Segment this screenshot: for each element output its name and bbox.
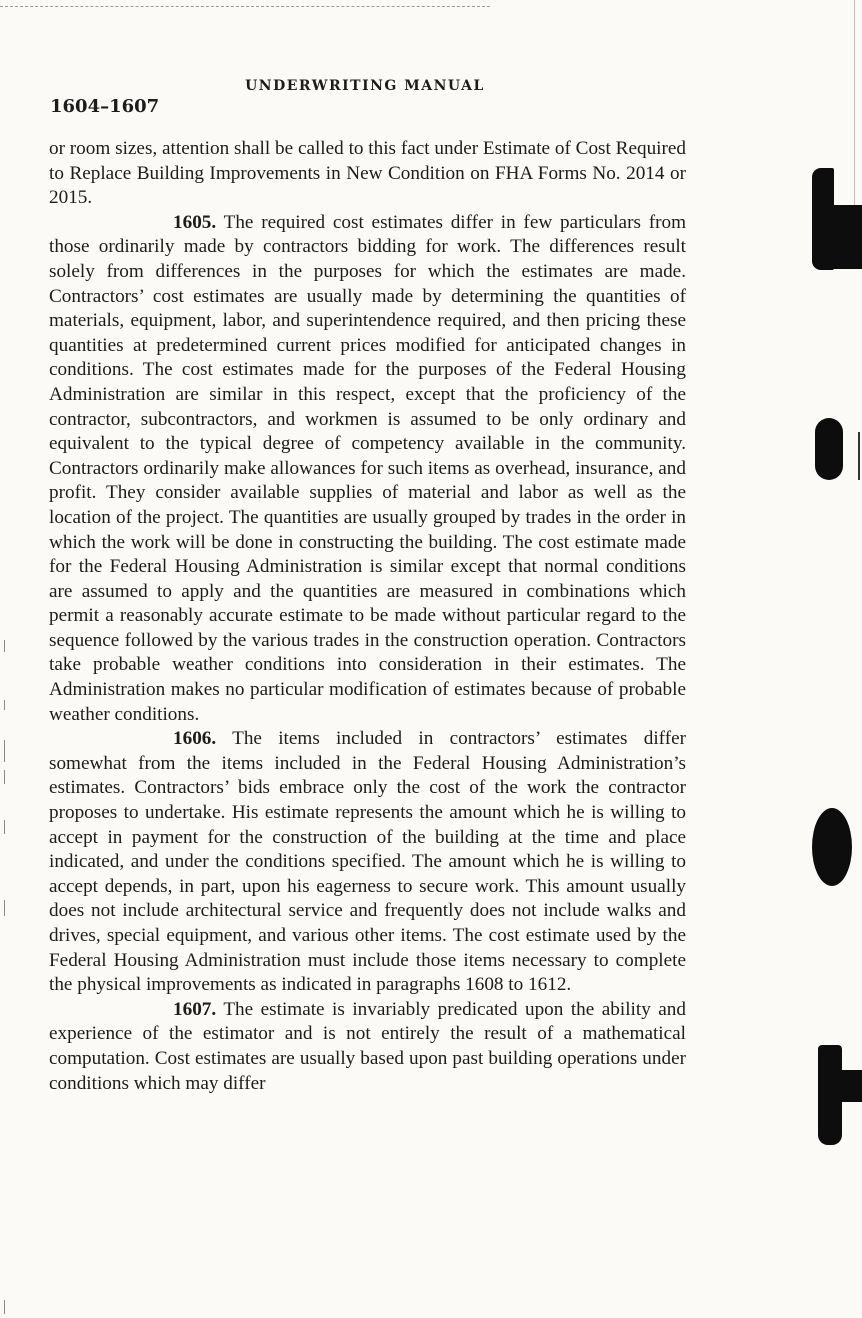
binder-mark [858, 432, 860, 480]
gutter-mark [4, 740, 5, 762]
binder-hole [812, 808, 852, 886]
gutter-mark [4, 640, 5, 652]
section-number: 1607. [173, 998, 217, 1020]
binder-mark [826, 205, 862, 269]
running-header: UNDERWRITING MANUAL [245, 78, 485, 94]
paragraph-1605 [49, 211, 686, 727]
opening-paragraph: or room sizes, attention shall be called to this fact under Estimate of Cost Required to Replace Building Improvements in New Condition on FHA Forms No. 2014 or 2015. [49, 138, 686, 209]
paragraph-text: The items included in contractors’ estimates differ somewhat from the items included in the Federal Housing Administration’s estimates. Contractors’ bids embrace only the cost of the work the contractor proposes to undertake. His estimate represents the amount which he is willing to accept in payment for the construction of the building at the time and place indicated, and under the conditions specified. The amount which he is willing to accept depends, in part, upon his eagerness to secure work. This amount usually does not include architectural service and frequently does not include walks and drives, special equipment, and various other items. The cost estimate used by the Federal Housing Administration must include those items necessary to complete the physical improvements as indicated in paragraphs 1608 to 1612. [49, 728, 687, 996]
section-range: 1604–1607 [50, 96, 160, 117]
binder-mark [815, 418, 843, 480]
gutter-mark [4, 700, 5, 710]
paragraph-text: The estimate is invariably predicated upon the ability and experience of the estimator and is not entirely the result of a mathematical computation. Cost estimates are usually based upon past building operations under conditions which may differ [49, 998, 686, 1094]
gutter-mark [4, 1300, 5, 1314]
section-number: 1606. [173, 728, 217, 750]
paragraph-1607 [49, 998, 686, 1096]
section-number: 1605. [173, 211, 217, 233]
scan-top-rule [0, 6, 490, 7]
paragraph-text: The required cost estimates differ in few particulars from those ordinarily made by contractors bidding for work. The differences result solely from differences in the purposes for which the estimates are made. Contractors’ cost estimates are usually made by determining the quantities of materials, equipment, labor, and superintendence required, and then pricing these quantities at predetermined current prices modified for anticipated changes in conditions. The cost estimates made for the purposes of the Federal Housing Administration are similar in this respect, except that the proficiency of the contractor, subcontractors, and workmen is assumed to be only ordinary and equivalent to the typical degree of competency available in the community. Contractors ordinarily make allowances for such items as overhead, insurance, and profit. They consider available supplies of material and labor as well as the location of the project. The quantities are usually grouped by trades in the order in which the work will be done in constructing the building. The cost estimate made for the Federal Housing Administration is similar except that normal conditions are assumed to apply and the quantities are measured in combinations which permit a reasonably accurate estimate to be made without particular regard to the sequence followed by the various trades in the construction operation. Contractors take probable weather conditions into consideration in their estimates. The Administration makes no particular modification of estimates because of probable weather conditions. [49, 211, 686, 725]
binder-mark [832, 1070, 862, 1102]
gutter-mark [4, 900, 5, 916]
body-text [49, 137, 686, 1096]
paragraph-1606 [49, 727, 686, 998]
gutter-mark [4, 820, 5, 834]
gutter-mark [4, 770, 5, 784]
